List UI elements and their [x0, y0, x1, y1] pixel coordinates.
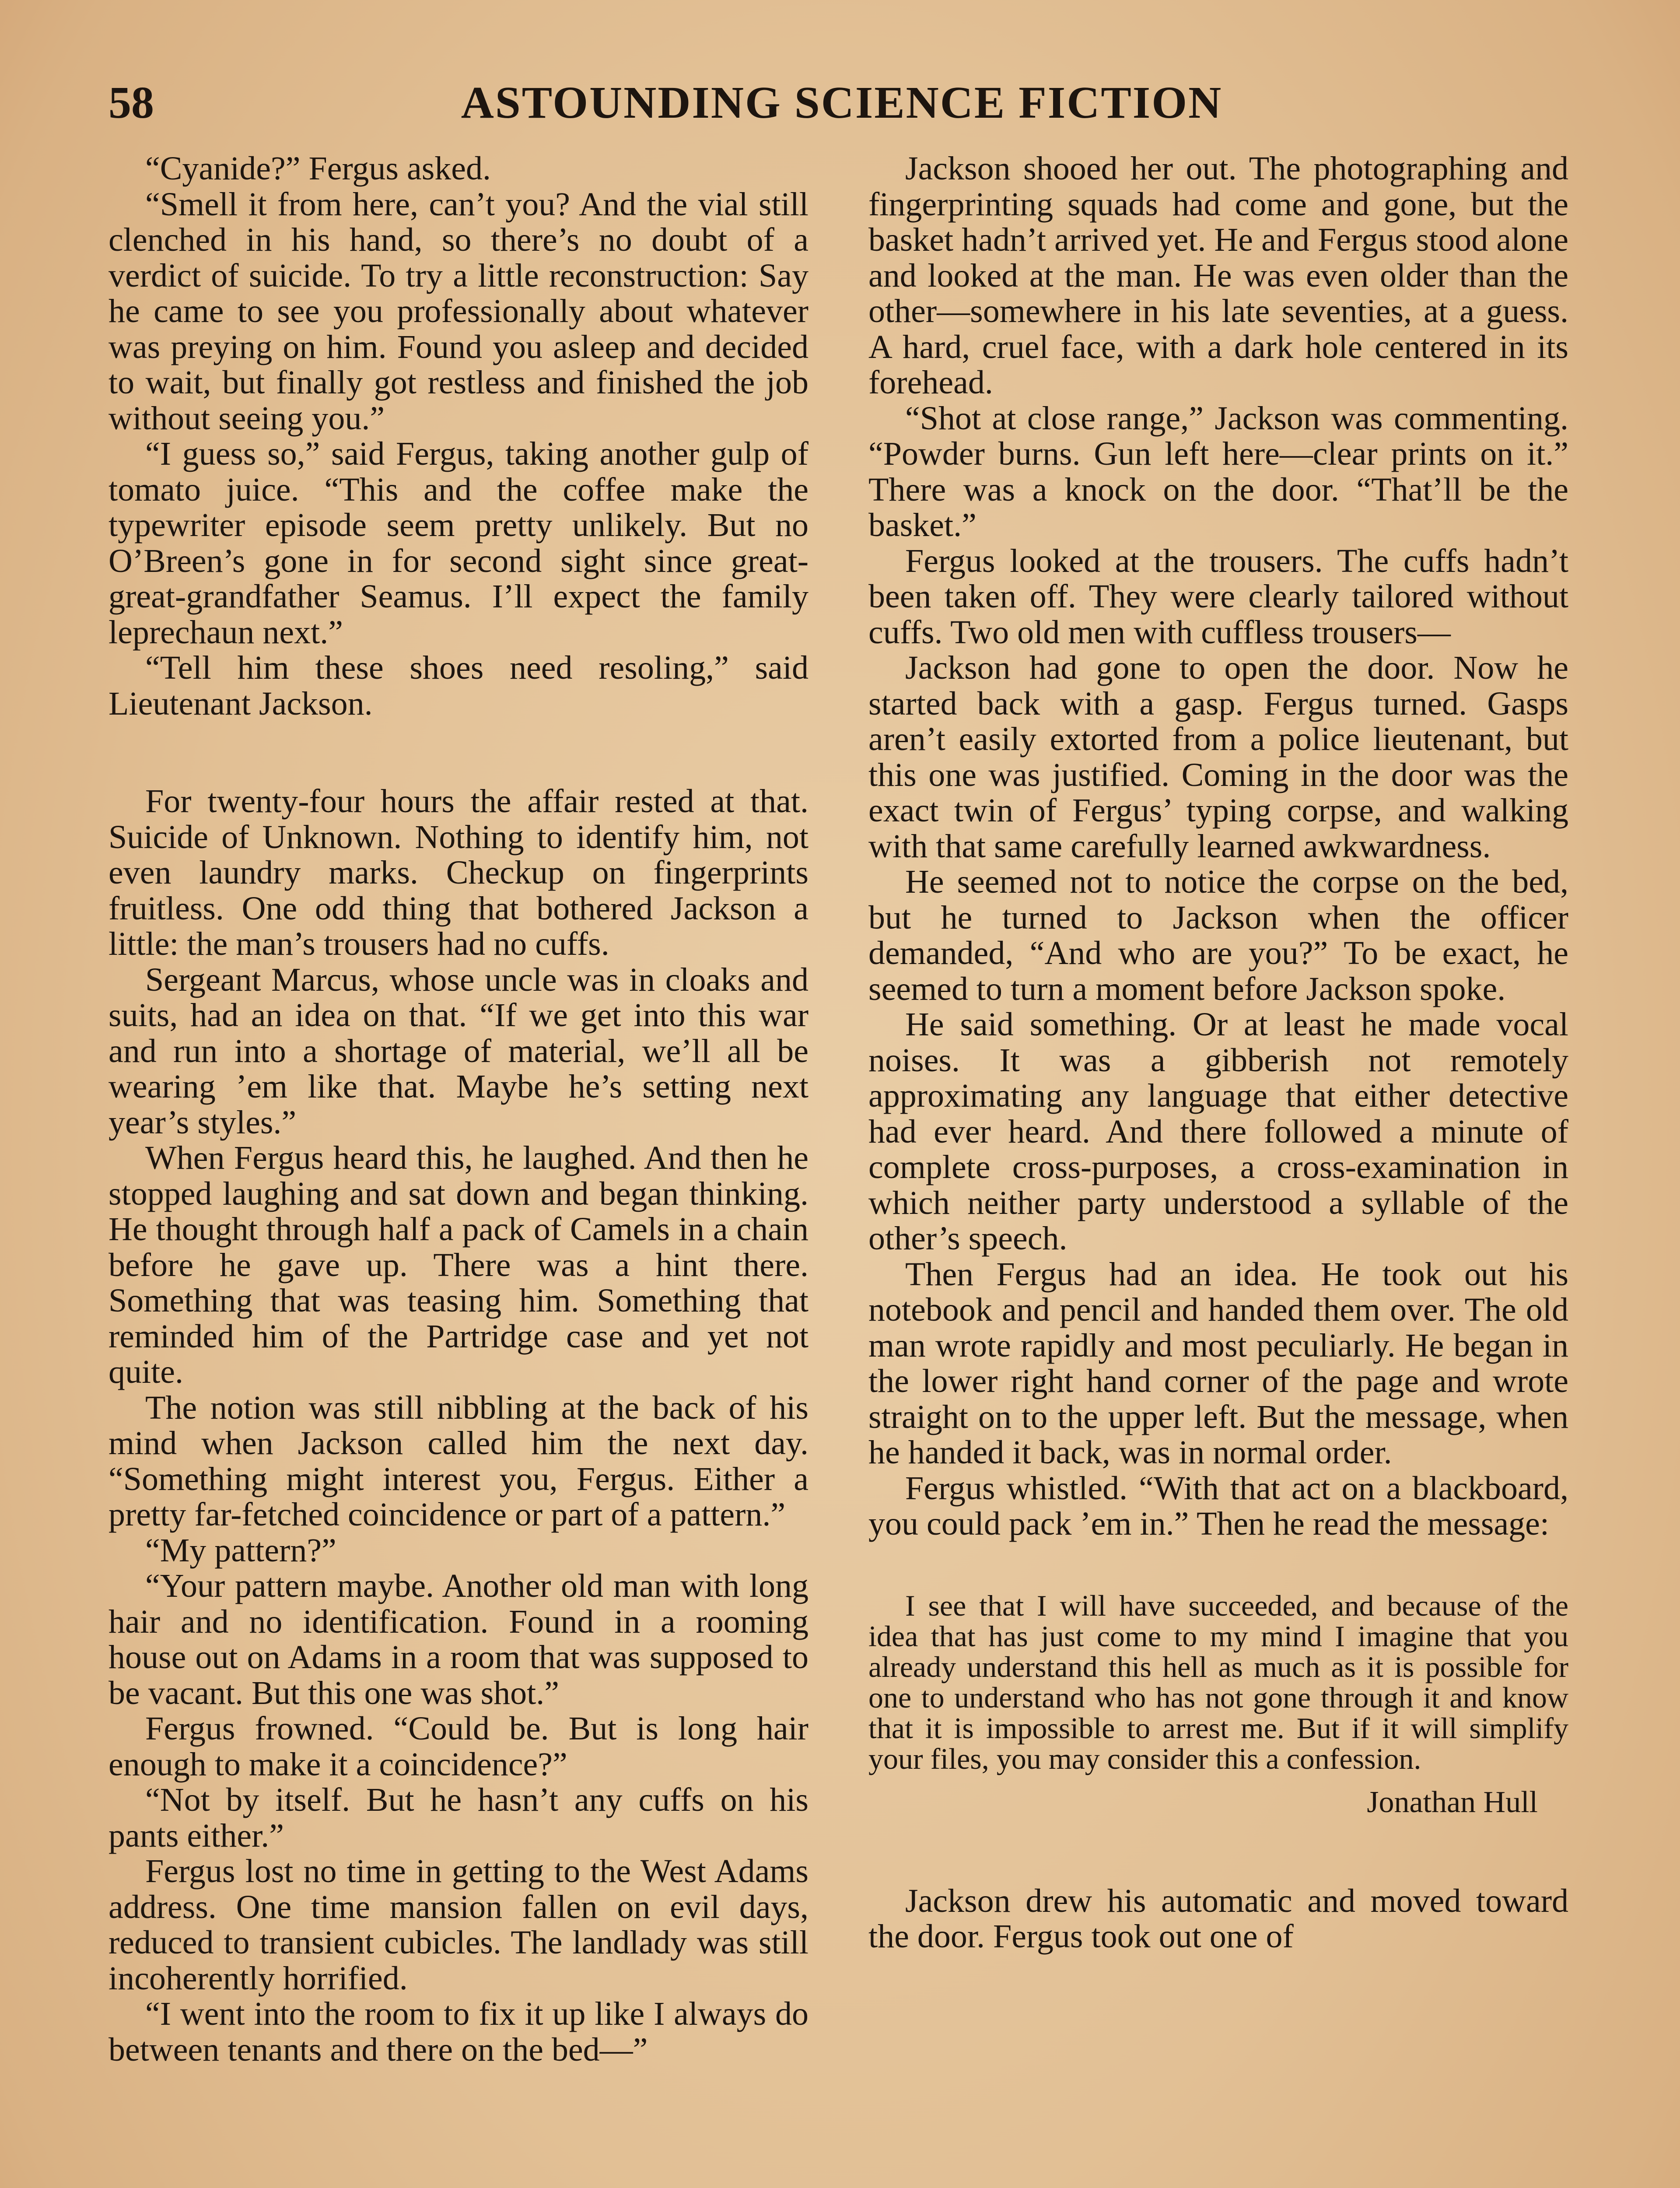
- paragraph: Fergus lost no time in getting to the West Adams address. One time mansion fallen on evil days, reduced to transient cubicles. The landlady was still incoherently horrified.: [108, 1853, 808, 1997]
- paragraph: Fergus whistled. “With that act on a blackboard, you could pack ’em in.” Then he read the message:: [868, 1469, 1568, 1542]
- paragraph: “Tell him these shoes need resoling,” said Lieutenant Jackson.: [108, 649, 808, 722]
- paragraph: “My pattern?”: [145, 1532, 336, 1569]
- paragraph: “I went into the room to fix it up like I always do between tenants and there on the bed—”: [108, 1995, 808, 2068]
- left-column: [108, 151, 808, 2068]
- message-text: I see that I will have succeeded, and because of the idea that has just come to my mind I imagine that you already understand this hell as much as it is possible for one to understand who has not gone through it and know that it is impossible to arrest me. But if it will simplify your files, you may consider this a confession.: [868, 1588, 1568, 1775]
- paragraph: “Not by itself. But he hasn’t any cuffs on his pants either.”: [108, 1781, 808, 1854]
- paragraph: Fergus looked at the trousers. The cuffs hadn’t been taken off. They were clearly tailored without cuffs. Two old men with cuffless trousers—: [868, 542, 1568, 651]
- paragraph: “Smell it from here, can’t you? And the vial still clenched in his hand, so there’s no doubt of a verdict of suicide. To try a little reconstruction: Say he came to see you professionally about whatever was preying on him. Found you asleep and decided to wait, but finally got restless and finished the job without seeing you.”: [108, 186, 808, 437]
- message-block: [868, 1590, 1568, 1818]
- paragraph: For twenty-four hours the affair rested at that. Suicide of Unknown. Nothing to identify him, not even laundry marks. Checkup on fingerprints fruitless. One odd thing that bothered Jackson a little: the man’s trousers had no cuffs.: [108, 783, 808, 962]
- paragraph: When Fergus heard this, he laughed. And then he stopped laughing and sat down and began thinking. He thought through half a pack of Camels in a chain before he gave up. There was a hint there. Something that was teasing him. Something that reminded him of the Partridge case and yet not quite.: [108, 1140, 808, 1390]
- paragraph: Jackson drew his automatic and moved toward the door. Fergus took out one of: [868, 1882, 1568, 1955]
- paragraph: Sergeant Marcus, whose uncle was in cloaks and suits, had an idea on that. “If we get into this war and run into a shortage of material, we’ll all be wearing ’em like that. Maybe he’s setting next year’s styles.”: [108, 961, 808, 1141]
- paragraph: “Your pattern maybe. Another old man with long hair and no identification. Found in a rooming house out on Adams in a room that was supposed to be vacant. But this one was shot.”: [108, 1567, 808, 1711]
- paragraph: He seemed not to notice the corpse on the bed, but he turned to Jackson when the officer demanded, “And who are you?” To be exact, he seemed to turn a moment before Jackson spoke.: [868, 863, 1568, 1007]
- running-head: ASTOUNDING SCIENCE FICTION: [461, 77, 1223, 128]
- message-signature: Jonathan Hull: [1367, 1785, 1538, 1819]
- paragraph: The notion was still nibbling at the back of his mind when Jackson called him the next day. “Something might interest you, Fergus. Either a pretty far-fetched coincidence or part of a pattern.”: [108, 1389, 808, 1533]
- paragraph: Fergus frowned. “Could be. But is long hair enough to make it a coincidence?”: [108, 1710, 808, 1783]
- paragraph: Jackson shooed her out. The photographing and fingerprinting squads had come and gone, but the basket hadn’t arrived yet. He and Fergus stood alone and looked at the man. He was even older than the other—somewhere in his late seventies, at a guess. A hard, cruel face, with a dark hole centered in its forehead.: [868, 150, 1568, 401]
- page-number: 58: [108, 77, 154, 128]
- paragraph: Then Fergus had an idea. He took out his notebook and pencil and handed them over. The old man wrote rapidly and most peculiarly. He began in the lower right hand corner of the page and wrote straight on to the upper left. But the message, when he handed it back, was in normal order.: [868, 1255, 1568, 1471]
- paragraph: “Cyanide?” Fergus asked.: [145, 150, 491, 187]
- paragraph: He said something. Or at least he made vocal noises. It was a gibberish not remotely approximating any language that either detective had ever heard. And there followed a minute of complete cross-purposes, a cross-examination in which neither party understood a syllable of the other’s speech.: [868, 1006, 1568, 1257]
- paragraph: “I guess so,” said Fergus, taking another gulp of tomato juice. “This and the coffee make the typewriter episode seem pretty unlikely. But no O’Breen’s gone in for second sight since great-great-grandfather Seamus. I’ll expect the family leprechaun next.”: [108, 435, 808, 651]
- right-column: [868, 151, 1568, 1955]
- paragraph: Jackson had gone to open the door. Now he started back with a gasp. Fergus turned. Gasps aren’t easily extorted from a police lieutenant, but this one was justified. Coming in the door was the exact twin of Fergus’ typing corpse, and walking with that same carefully learned awkwardness.: [868, 649, 1568, 865]
- page-header: [108, 77, 1575, 147]
- paragraph: “Shot at close range,” Jackson was commenting. “Powder burns. Gun left here—clear prints on it.” There was a knock on the door. “That’ll be the basket.”: [868, 400, 1568, 543]
